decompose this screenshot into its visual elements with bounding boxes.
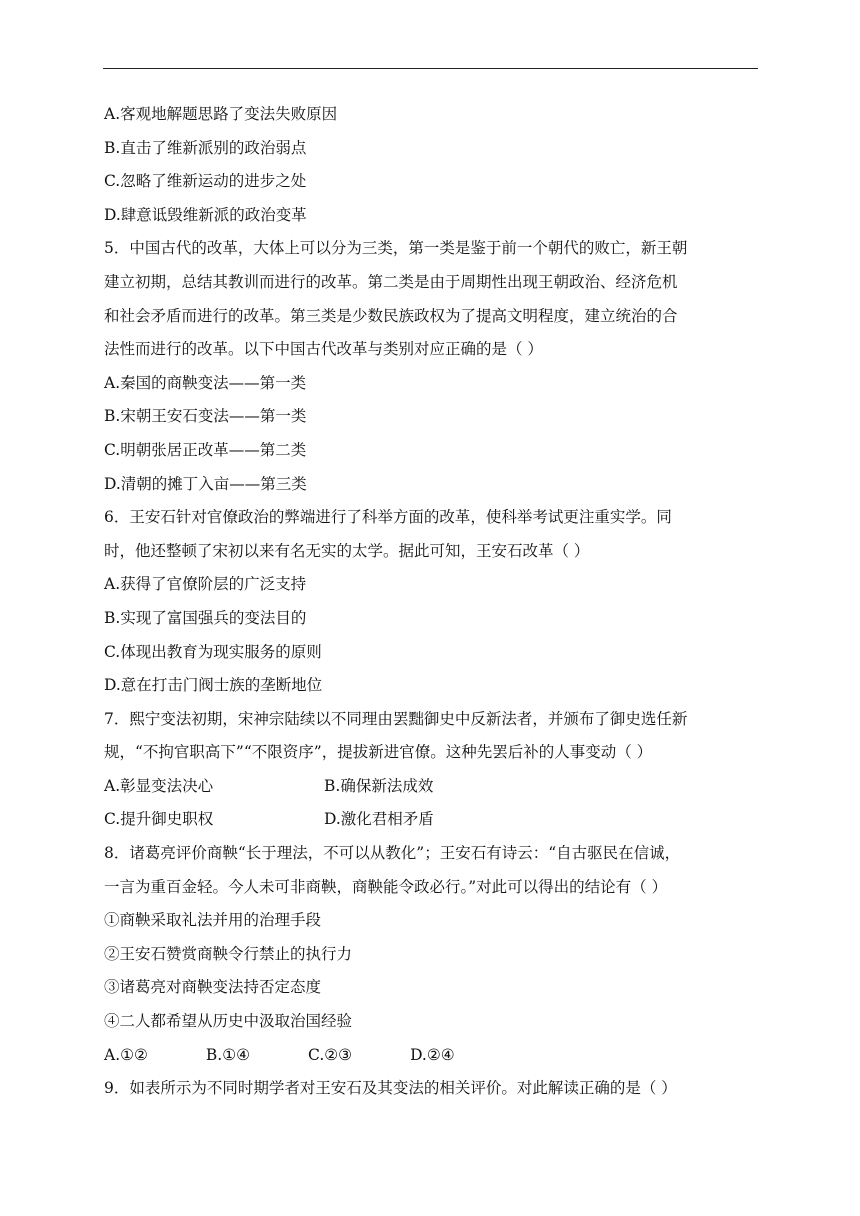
option-a: A.获得了官僚阶层的广泛支持 <box>104 575 307 594</box>
option-c: C.提升御史职权 <box>104 810 214 829</box>
option-c: C.②③ <box>308 1045 353 1064</box>
option-b: B.实现了富国强兵的变法目的 <box>104 608 307 627</box>
option-d: D.肆意诋毁维新派的政治变革 <box>104 205 307 224</box>
statement-3: ③诸葛亮对商鞅变法持否定态度 <box>104 978 322 997</box>
option-a: A.秦国的商鞅变法——第一类 <box>104 373 307 392</box>
option-d: D.激化君相矛盾 <box>324 810 434 829</box>
statement-2: ②王安石赞赏商鞅令行禁止的执行力 <box>104 944 353 963</box>
question-content <box>104 98 759 1106</box>
question-stem-line: 规，“不拘官职高下”“不限资序”，提拔新进官僚。这种先罢后补的人事变动（ ） <box>104 743 653 762</box>
option-c: C.体现出教育为现实服务的原则 <box>104 642 322 661</box>
question-4-options <box>104 98 759 232</box>
question-7 <box>104 703 759 837</box>
question-5 <box>104 232 759 501</box>
option-b: B.直击了维新派别的政治弱点 <box>104 138 307 157</box>
option-b: B.宋朝王安石变法——第一类 <box>104 407 307 426</box>
option-a: A.彰显变法决心 <box>104 776 214 795</box>
statement-4: ④二人都希望从历史中汲取治国经验 <box>104 1012 353 1031</box>
option-row <box>104 803 759 837</box>
option-b: B.确保新法成效 <box>324 776 434 795</box>
option-d: D.②④ <box>410 1045 455 1064</box>
question-stem-line: 6．王安石针对官僚政治的弊端进行了科举方面的改革，使科举考试更注重实学。同 <box>104 508 672 527</box>
question-stem-line: 一言为重百金轻。今人未可非商鞅，商鞅能令政必行。”对此可以得出的结论有（ ） <box>104 877 668 896</box>
option-row <box>104 1039 759 1073</box>
question-stem-line: 和社会矛盾而进行的改革。第三类是少数民族政权为了提高文明程度，建立统治的合 <box>104 306 678 325</box>
header-rule <box>103 68 758 69</box>
statement-1: ①商鞅采取礼法并用的治理手段 <box>104 911 322 930</box>
option-b: B.①④ <box>205 1045 251 1064</box>
option-c: C.忽略了维新运动的进步之处 <box>104 172 307 191</box>
question-stem-line: 5．中国古代的改革，大体上可以分为三类，第一类是鉴于前一个朝代的败亡，新王朝 <box>104 239 688 258</box>
option-c: C.明朝张居正改革——第二类 <box>104 440 307 459</box>
option-a: A.客观地解题思路了变法失败原因 <box>104 105 338 123</box>
question-stem-line: 8．诸葛亮评价商鞅“长于理法，不可以从教化”；王安石有诗云：“自古驱民在信诚， <box>104 844 681 863</box>
question-stem-line: 法性而进行的改革。以下中国古代改革与类别对应正确的是（ ） <box>104 340 543 359</box>
question-9 <box>104 1072 759 1106</box>
question-stem-line: 7．熙宁变法初期，宋神宗陆续以不同理由罢黜御史中反新法者，并颁布了御史选任新 <box>104 709 688 728</box>
question-8 <box>104 837 759 1072</box>
option-d: D.意在打击门阀士族的垄断地位 <box>104 676 323 695</box>
question-stem-line: 9．如表所示为不同时期学者对王安石及其变法的相关评价。对此解读正确的是（ ） <box>104 1079 677 1098</box>
option-d: D.清朝的摊丁入亩——第三类 <box>104 474 307 493</box>
question-stem-line: 建立初期，总结其教训而进行的改革。第二类是由于周期性出现王朝政治、经济危机 <box>104 272 678 291</box>
question-stem-line: 时，他还整顿了宋初以来有名无实的太学。据此可知，王安石改革（ ） <box>104 541 590 560</box>
option-row <box>104 770 759 804</box>
question-6 <box>104 501 759 703</box>
option-a: A.①② <box>104 1045 148 1064</box>
